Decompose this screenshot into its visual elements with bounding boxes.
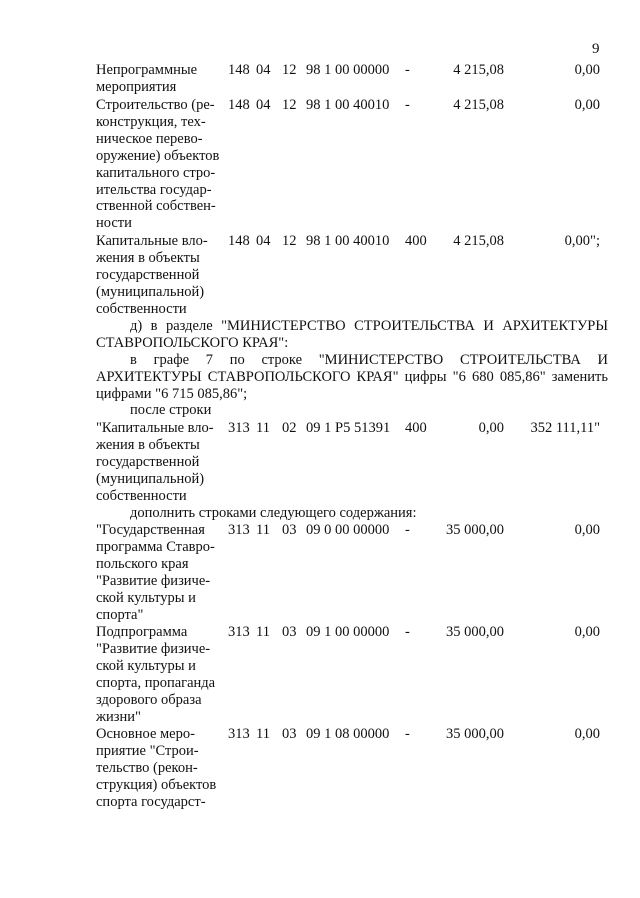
row-amount-1: 35 000,00 <box>446 522 504 538</box>
row-name: Непрограммные мероприятия <box>96 62 198 95</box>
row-expense-type: - <box>405 522 410 538</box>
row-section: 11 <box>256 726 270 742</box>
row-amount-1: 4 215,08 <box>453 233 504 249</box>
row-grbs: 148 <box>228 97 250 113</box>
row-name: Основное меро- приятие "Строи- тельство (рекон- струкция) объектов спорта государст- <box>96 726 217 810</box>
after-line-text: после строки <box>130 402 212 418</box>
row-expense-type: - <box>405 624 410 640</box>
row-section: 04 <box>256 62 271 78</box>
row-amount-1: 4 215,08 <box>453 62 504 78</box>
row-amount-1: 35 000,00 <box>446 726 504 742</box>
row-grbs: 313 <box>228 726 250 742</box>
row-grbs: 313 <box>228 522 250 538</box>
row-section: 04 <box>256 97 271 113</box>
row-amount-2: 0,00 <box>574 522 600 538</box>
row-amount-2: 0,00 <box>574 726 600 742</box>
row-amount-2: 0,00 <box>574 624 600 640</box>
row-amount-2: 0,00"; <box>564 233 600 249</box>
row-amount-1: 0,00 <box>478 420 504 436</box>
paragraph-section-d: д) в разделе "МИНИСТЕРСТВО СТРОИТЕЛЬСТВА И АРХИТЕКТУРЫ СТАВРОПОЛЬСКОГО КРАЯ": <box>96 318 608 351</box>
row-section: 11 <box>256 624 270 640</box>
row-subsection: 03 <box>282 522 297 538</box>
row-name: Строительство (ре- конструкция, тех- ническое перево- оружение) объектов капитального стро- ительства государ- ственной собствен- ности <box>96 97 220 232</box>
row-expense-type: 400 <box>405 420 427 436</box>
row-amount-2: 352 111,11" <box>530 420 600 436</box>
row-name: "Государственная программа Ставро- польского края "Развитие физиче- ской культуры и спорта" <box>96 522 215 623</box>
row-subsection: 12 <box>282 97 297 113</box>
row-grbs: 313 <box>228 420 250 436</box>
row-section: 04 <box>256 233 271 249</box>
row-name: "Капитальные вло- жения в объекты государственной (муниципальной) собственности <box>96 420 214 504</box>
row-target-article: 09 1 P5 51391 <box>306 420 391 436</box>
row-target-article: 09 1 08 00000 <box>306 726 390 742</box>
row-expense-type: - <box>405 62 410 78</box>
supplement-line-text: дополнить строками следующего содержания: <box>130 505 417 521</box>
row-grbs: 148 <box>228 62 250 78</box>
row-expense-type: - <box>405 726 410 742</box>
row-name: Подпрограмма "Развитие физиче- ской культуры и спорта, пропаганда здорового образа жизни" <box>96 624 216 725</box>
row-grbs: 148 <box>228 233 250 249</box>
row-grbs: 313 <box>228 624 250 640</box>
page-number: 9 <box>592 41 600 57</box>
row-subsection: 12 <box>282 62 297 78</box>
row-subsection: 03 <box>282 624 297 640</box>
row-amount-2: 0,00 <box>574 62 600 78</box>
row-expense-type: 400 <box>405 233 427 249</box>
paragraph-column-7: в графе 7 по строке "МИНИСТЕРСТВО СТРОИТЕЛЬСТВА И АРХИТЕКТУРЫ СТАВРОПОЛЬСКОГО КРАЯ" цифры "6 680 085,86" заменить цифрами "6 715 085,86"; <box>96 352 608 402</box>
row-amount-1: 35 000,00 <box>446 624 504 640</box>
row-target-article: 98 1 00 40010 <box>306 97 390 113</box>
row-amount-1: 4 215,08 <box>453 97 504 113</box>
row-name: Капитальные вло- жения в объекты государственной (муниципальной) собственности <box>96 233 208 317</box>
row-amount-2: 0,00 <box>574 97 600 113</box>
row-section: 11 <box>256 420 270 436</box>
row-target-article: 09 0 00 00000 <box>306 522 390 538</box>
row-expense-type: - <box>405 97 410 113</box>
row-target-article: 98 1 00 40010 <box>306 233 390 249</box>
row-subsection: 02 <box>282 420 297 436</box>
row-section: 11 <box>256 522 270 538</box>
row-target-article: 09 1 00 00000 <box>306 624 390 640</box>
row-subsection: 12 <box>282 233 297 249</box>
row-target-article: 98 1 00 00000 <box>306 62 390 78</box>
row-subsection: 03 <box>282 726 297 742</box>
